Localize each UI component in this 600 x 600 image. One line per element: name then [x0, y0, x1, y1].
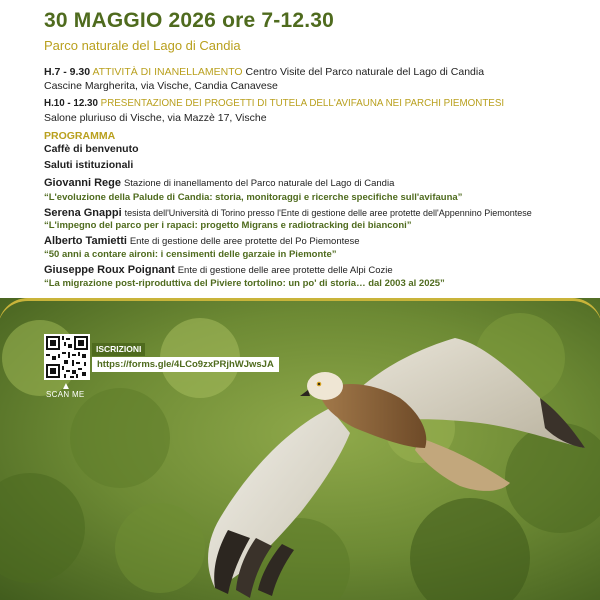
programma-item-2: Saluti istituzionali — [44, 159, 134, 171]
qr-code[interactable] — [44, 334, 90, 380]
talk-3-affiliation: Ente di gestione delle aree protette del Po Piemontese — [129, 236, 360, 247]
talk-1-speaker: Giovanni Rege — [44, 177, 122, 189]
talk-4-speaker: Giuseppe Roux Poignant — [44, 264, 175, 276]
talk-2-title: “L'impegno del parco per i rapaci: progetto Migrans e radiotracking dei bianconi” — [44, 220, 412, 231]
talk-2-affiliation: tesista dell'Università di Torino presso l'Ente di gestione delle aree protette dell'Appennino Piemontese — [124, 208, 532, 218]
session-2-address: Salone pluriuso di Vische, via Mazzè 17, Vische — [44, 112, 267, 124]
scan-arrow-icon: ▲ — [61, 381, 71, 392]
session-1-title: ATTIVITÀ DI INANELLAMENTO — [92, 66, 243, 78]
session-2-title: PRESENTAZIONE DEI PROGETTI DI TUTELA DELL'AVIFAUNA NEI PARCHI PIEMONTESI — [100, 98, 505, 109]
marsh-harrier-image — [0, 298, 600, 600]
programma-item-1: Caffè di benvenuto — [44, 143, 139, 155]
talk-4-header — [44, 264, 393, 276]
registration-label: ISCRIZIONI — [92, 343, 145, 356]
talk-1-header — [44, 177, 394, 189]
registration-box — [92, 343, 282, 373]
session-2-line — [44, 98, 504, 109]
session-1-place: Centro Visite del Parco naturale del Lago di Candia — [245, 66, 485, 78]
qr-code-icon — [44, 334, 90, 380]
talk-2-header — [44, 207, 532, 219]
talk-4-affiliation: Ente di gestione delle aree protette delle Alpi Cozie — [177, 265, 393, 276]
event-location: Parco naturale del Lago di Candia — [44, 38, 241, 53]
talk-2-speaker: Serena Gnappi — [44, 207, 122, 219]
session-1-time: H.7 - 9.30 — [44, 66, 91, 78]
talk-1-affiliation: Stazione di inanellamento del Parco naturale del Lago di Candia — [123, 178, 395, 189]
registration-link[interactable]: https://forms.gle/4LCo9zxPRjhWJwsJA — [92, 357, 279, 372]
talk-3-header — [44, 235, 360, 247]
session-1-address: Cascine Margherita, via Vische, Candia Canavese — [44, 80, 278, 92]
talk-4-title: “La migrazione post-riproduttiva del Piviere tortolino: un po' di storia… dal 2003 al 2025” — [44, 278, 445, 289]
bird-photo — [0, 298, 600, 600]
talk-3-title: “50 anni a contare aironi: i censimenti delle garzaie in Piemonte” — [44, 249, 337, 260]
session-2-time: H.10 - 12.30 — [44, 98, 98, 109]
event-date-title: 30 MAGGIO 2026 ore 7-12.30 — [44, 9, 335, 32]
session-1-line — [44, 66, 484, 78]
talk-3-speaker: Alberto Tamietti — [44, 235, 127, 247]
scan-me-label: SCAN ME — [46, 390, 85, 399]
programma-heading: PROGRAMMA — [44, 130, 116, 142]
talk-1-title: “L'evoluzione della Palude di Candia: storia, monitoraggi e ricerche specifiche sull'avifauna” — [44, 192, 463, 203]
